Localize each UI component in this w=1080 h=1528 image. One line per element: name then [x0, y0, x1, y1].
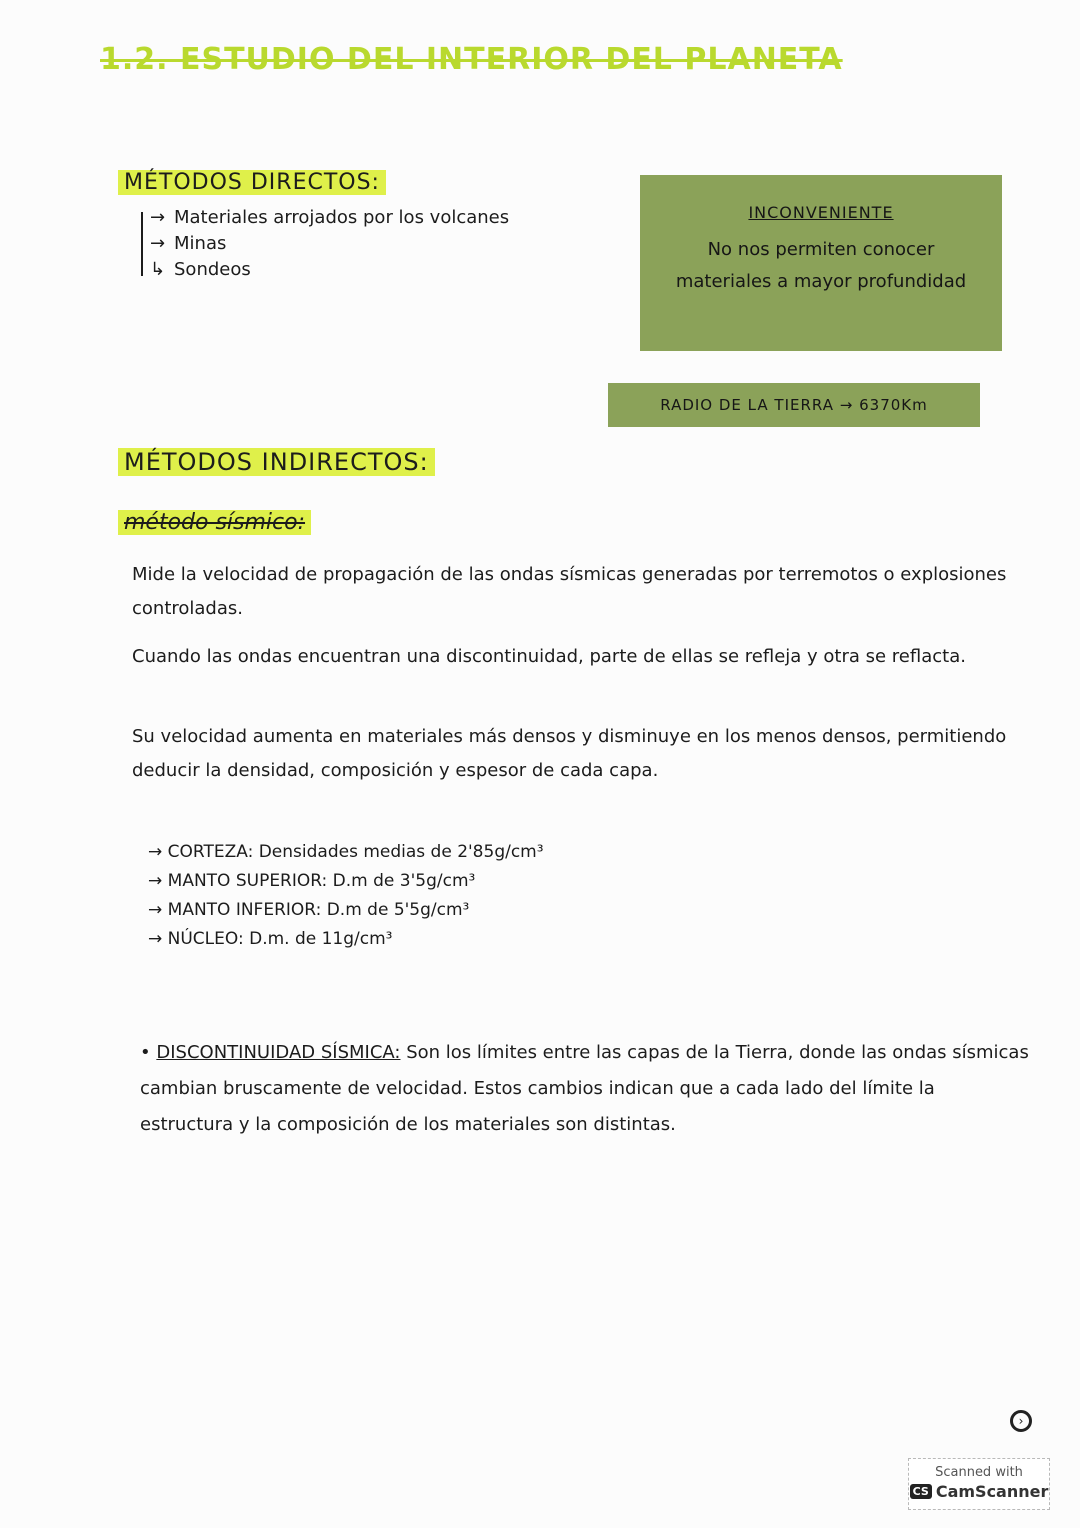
- arrow-icon: →: [839, 396, 854, 414]
- page-mark-icon: ›: [1010, 1410, 1032, 1432]
- title-text: 1.2. ESTUDIO DEL INTERIOR DEL PLANETA: [100, 42, 843, 77]
- direct-methods-list: [150, 205, 509, 283]
- layers-list: [148, 838, 544, 954]
- discontinuity-term: DISCONTINUIDAD SÍSMICA:: [156, 1042, 401, 1063]
- bullet-icon: •: [140, 1042, 151, 1063]
- discontinuity-definition: [140, 1035, 1030, 1143]
- drawback-box: [640, 175, 1002, 351]
- paragraph-velocity: Su velocidad aumenta en materiales más densos y disminuye en los menos densos, permitiendo deducir la densidad, composición y espesor de cada capa.: [132, 726, 1007, 781]
- seismic-method-label: [118, 510, 311, 535]
- direct-item-drillings: Sondeos: [174, 259, 251, 280]
- direct-methods-heading: [118, 170, 386, 195]
- arrow-icon: →: [150, 233, 166, 254]
- paragraph-discontinuity: Cuando las ondas encuentran una discontinuidad, parte de ellas se refleja y otra se reflacta.: [132, 646, 966, 667]
- arrow-icon: ↳: [150, 259, 166, 280]
- layer-upper-mantle: → MANTO SUPERIOR: D.m de 3'5g/cm³: [148, 871, 476, 891]
- layer-core: → NÚCLEO: D.m. de 11g/cm³: [148, 929, 393, 949]
- list-item: [150, 231, 509, 257]
- layer-crust: → CORTEZA: Densidades medias de 2'85g/cm³: [148, 842, 544, 862]
- indirect-methods-heading-text: MÉTODOS INDIRECTOS:: [118, 448, 435, 476]
- drawback-title: INCONVENIENTE: [748, 203, 894, 222]
- earth-radius-label: RADIO DE LA TIERRA: [660, 396, 834, 414]
- direct-item-mines: Minas: [174, 233, 227, 254]
- discontinuity-text: Son los límites entre las capas de la Tierra, donde las ondas sísmicas cambian bruscamente de velocidad. Estos cambios indican que a cada lado del límite la estructura y la composición de los materiales son distintas.: [140, 1042, 1029, 1135]
- list-item: [150, 257, 509, 283]
- earth-radius-value: 6370Km: [859, 396, 928, 414]
- indirect-methods-heading: [118, 448, 435, 476]
- direct-methods-heading-text: MÉTODOS DIRECTOS:: [118, 170, 386, 195]
- list-item: [150, 205, 509, 231]
- arrow-icon: →: [150, 207, 166, 228]
- seismic-method-text: método sísmico:: [118, 510, 311, 535]
- watermark-top-text: Scanned with: [935, 1465, 1023, 1480]
- earth-radius-box: [608, 383, 980, 427]
- direct-item-volcanoes: Materiales arrojados por los volcanes: [174, 207, 510, 228]
- paragraph-propagation: Mide la velocidad de propagación de las ondas sísmicas generadas por terremotos o explosiones controladas.: [132, 564, 1007, 619]
- layer-lower-mantle: → MANTO INFERIOR: D.m de 5'5g/cm³: [148, 900, 470, 920]
- watermark-brand-text: CamScanner: [935, 1482, 1049, 1501]
- drawback-text: No nos permiten conocer materiales a mayor profundidad: [675, 239, 967, 292]
- camscanner-watermark: [908, 1458, 1050, 1510]
- camscanner-logo-icon: CS: [910, 1484, 932, 1499]
- page-title: [100, 42, 843, 77]
- watermark-brand: [909, 1482, 1049, 1501]
